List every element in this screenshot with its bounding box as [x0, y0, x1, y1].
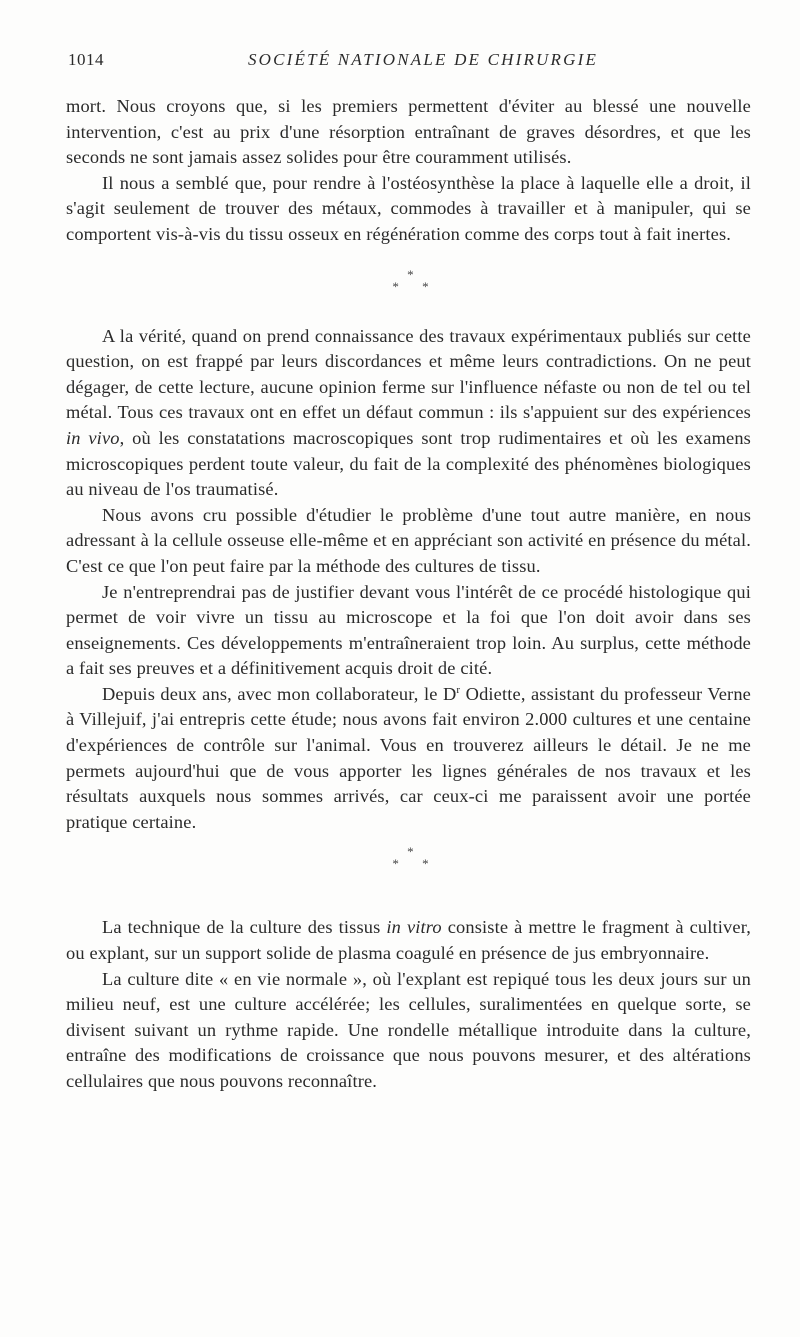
paragraph — [66, 682, 751, 836]
paragraph-text: consiste à mettre le fragment à cultiver, ou explant, sur un support solide de plasma coagulé en présence de jus embryonnaire. — [66, 917, 752, 964]
paragraph-text: , où les constatations macroscopiques sont trop rudimentaires et où les examens microscopiques perdent toute valeur, du fait de la complexité des phénomènes biologiques au niveau de l'os traumatisé. — [66, 427, 751, 500]
paragraph — [66, 915, 751, 966]
paragraph-text: Odiette, assistant du professeur Verne à Villejuif, j'ai entrepris cette étude; nous avons fait environ 2.000 cultures et une centaine d'expériences de contrôle sur l'animal. Vous en trouverez ailleurs le détail. Je ne me permets aujourd'hui que de vous apporter les lignes générales de nos travaux et les résultats auxquels nous sommes arrivés, car ceux-ci me paraissent avoir une portée pratique certaine. — [66, 683, 751, 832]
running-title: SOCIÉTÉ NATIONALE DE CHIRURGIE — [247, 50, 599, 69]
paragraph-text: La technique de la culture des tissus — [102, 917, 387, 938]
italic-term: in vitro — [386, 917, 442, 938]
paragraph — [66, 324, 751, 503]
page-number: 1014 — [68, 50, 104, 69]
paragraph: Je n'entreprendrai pas de justifier devant vous l'intérêt de ce procédé histologique qui permet de voir vivre un tissu au microscope et la foi que l'on doit avoir dans ses enseignements. Ces développements m'entraîneraient trop loin. Au surplus, cette méthode a fait ses preuves et a définitivement acquis droit de cité. — [66, 581, 751, 679]
paragraph-text: Depuis deux ans, avec mon collaborateur, le D — [102, 683, 457, 704]
body-text — [66, 94, 751, 1095]
asterism-bottom: * * — [392, 856, 439, 872]
asterism-top: * — [407, 266, 414, 282]
asterism-top: * — [407, 844, 414, 860]
asterism-bottom: * * — [392, 278, 439, 294]
italic-term: in vivo — [66, 427, 120, 448]
paragraph: La culture dite « en vie normale », où l'explant est repiqué tous les deux jours sur un milieu neuf, est une culture accélérée; les cellules, suralimentées en quelque sorte, se divisent suivant un rythme rapide. Une rondelle métallique introduite dans la culture, entraîne des modifications de croissance que nous pouvons mesurer, et des altérations cellulaires que nous pouvons reconnaître. — [66, 968, 751, 1091]
section-separator — [66, 248, 751, 324]
paragraph: Nous avons cru possible d'étudier le problème d'une tout autre manière, en nous adressant à la cellule osseuse elle-même et en appréciant son activité en présence du métal. C'est ce que l'on peut faire par la méthode des cultures de tissu. — [66, 504, 751, 576]
paragraph: mort. Nous croyons que, si les premiers permettent d'éviter au blessé une nouvelle intervention, c'est au prix d'une résorption entraînant de graves désordres, et que les seconds ne sont jamais assez solides pour être couramment utilisés. — [66, 96, 751, 168]
paragraph-text: A la vérité, quand on prend connaissance des travaux expérimentaux publiés sur cette question, on est frappé par leurs discordances et même leurs contradictions. On ne peut dégager, de cette lecture, aucune opinion ferme sur l'influence néfaste ou non de tel ou tel métal. Tous ces travaux ont en effet un défaut commun : ils s'appuient sur des expériences — [66, 325, 751, 423]
superscript: r — [456, 683, 461, 696]
page-header — [68, 50, 748, 74]
paragraph: Il nous a semblé que, pour rendre à l'ostéosynthèse la place à laquelle elle a droit, il s'agit seulement de trouver des métaux, commodes à travailler et à manipuler, qui se comportent vis-à-vis du tissu osseux en régénération comme des corps tout à fait inertes. — [66, 172, 751, 244]
section-separator — [66, 835, 751, 915]
